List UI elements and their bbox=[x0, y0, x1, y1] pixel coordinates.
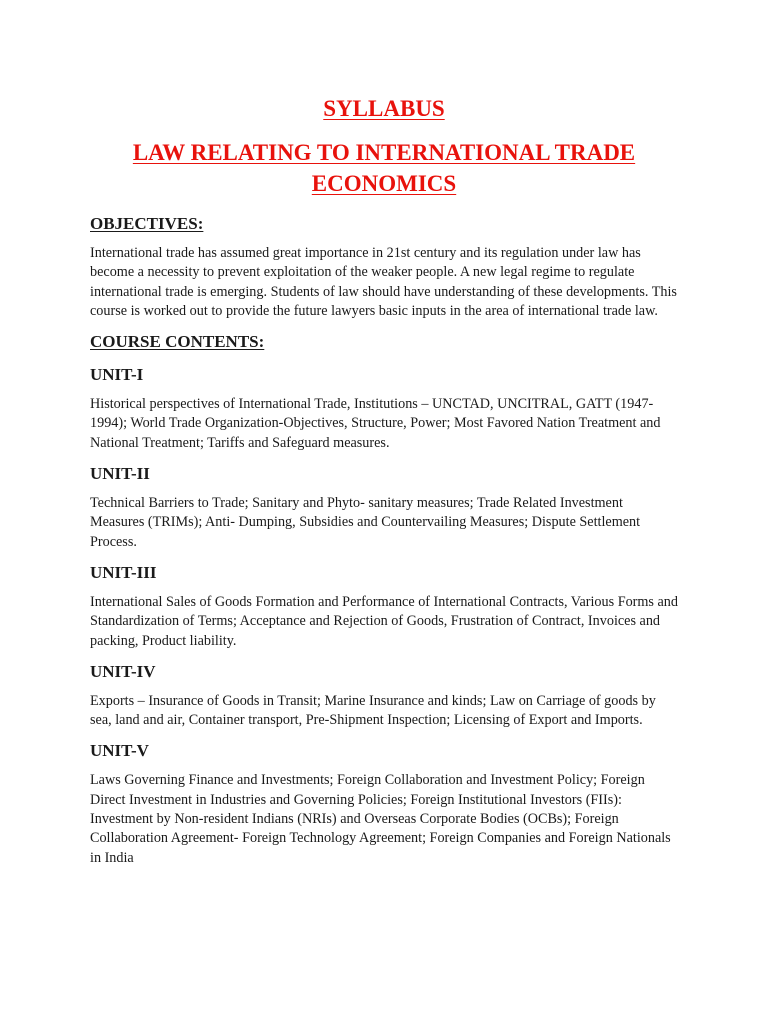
unit-text: Historical perspectives of International Trade, Institutions – UNCTAD, UNCITRAL, GATT (1947-1994); World Trade Organization-Objectives, Structure, Power; Most Favored Nation Treatment and National Treatment; Tariffs and Safeguard measures. bbox=[90, 396, 661, 451]
unit-section-3 bbox=[90, 562, 678, 651]
unit-heading: UNIT-I bbox=[90, 365, 144, 385]
unit-text: Technical Barriers to Trade; Sanitary and Phyto- sanitary measures; Trade Related Investment Measures (TRIMs); Anti- Dumping, Subsidies and Countervailing Measures; Dispute Settlement Process. bbox=[90, 495, 641, 550]
document-subtitle: LAW RELATING TO INTERNATIONAL TRADE ECONOMICS bbox=[132, 140, 636, 196]
course-contents-heading: COURSE CONTENTS: bbox=[90, 332, 265, 352]
unit-heading: UNIT-IV bbox=[90, 661, 156, 681]
objectives-heading: OBJECTIVES: bbox=[90, 214, 204, 233]
objectives-text: International trade has assumed great importance in 21st century and its regulation under law has become a necessity to prevent exploitation of the weaker people. A new legal regime to regulate international trade is emerging. Students of law should have understanding of these developments. This course is worked out to provide the future lawyers basic inputs in the area of international trade law. bbox=[90, 245, 677, 319]
unit-section-1 bbox=[90, 364, 678, 453]
unit-text: International Sales of Goods Formation and Performance of International Contracts, Various Forms and Standardization of Terms; Acceptance and Rejection of Goods, Frustration of Contract, Invoices and packing, Product liability. bbox=[90, 593, 678, 649]
unit-heading: UNIT-V bbox=[90, 741, 149, 761]
unit-text: Laws Governing Finance and Investments; Foreign Collaboration and Investment Policy; Foreign Direct Investment in Industries and Governing Policies; Foreign Institutional Investors (FIIs): Investment by Non-resident Indians (NRIs) and Overseas Corporate Bodies (OCBs); Foreign Collaboration Agreement- Foreign Technology Agreement; Foreign Companies and Foreign Nationals in India bbox=[90, 772, 671, 866]
unit-section-4 bbox=[90, 661, 678, 731]
unit-section-2 bbox=[90, 463, 678, 552]
unit-heading: UNIT-II bbox=[90, 464, 150, 484]
unit-section-5 bbox=[90, 740, 678, 867]
unit-text: Exports – Insurance of Goods in Transit; Marine Insurance and kinds; Law on Carriage of goods by sea, land and air, Container transport, Pre-Shipment Inspection; Licensing of Export and Imports. bbox=[90, 692, 656, 729]
document-title: SYLLABUS bbox=[323, 96, 445, 121]
unit-heading: UNIT-III bbox=[90, 562, 157, 582]
